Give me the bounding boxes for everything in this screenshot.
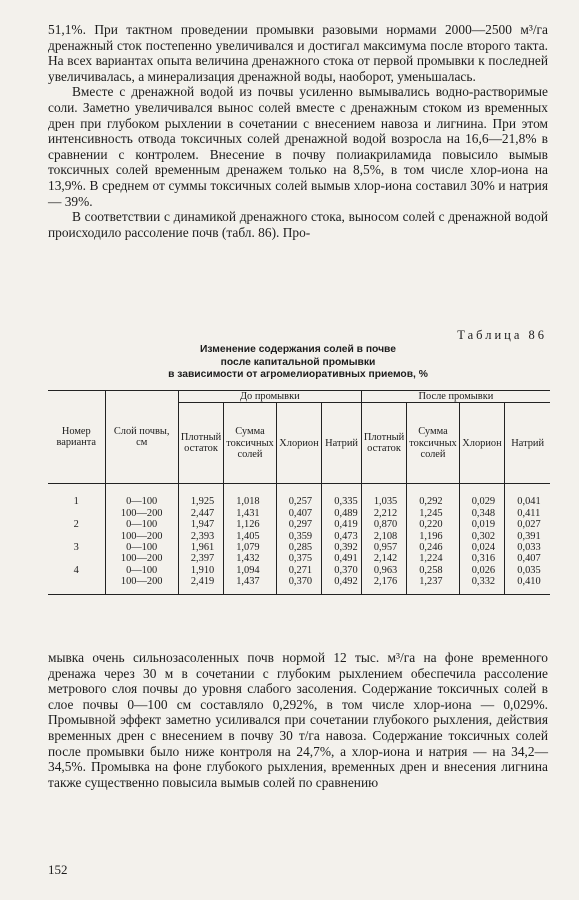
cell-value: 0,026: [459, 565, 505, 576]
cell-variant: [48, 531, 105, 542]
cell-value: 0,302: [459, 531, 505, 542]
cell-value: 1,405: [224, 531, 277, 542]
cell-value: 0,391: [517, 530, 541, 542]
cell-value: 0,473: [322, 531, 362, 542]
cell-value: 1,126: [224, 519, 277, 530]
cell-value: 0,411: [517, 507, 541, 519]
table-row: [48, 508, 550, 519]
cell-layer: 100—200: [105, 531, 178, 542]
header-sodium: Натрий: [322, 403, 362, 484]
paragraph: мывка очень сильнозасоленных почв нормой 12 тыс. м³/га на фоне временного дренажа через 30 м в сочетании с глубоким рыхлением обеспечила рассоление метрового слоя почвы до уровня слабого засоления. Содержание токсичных солей в слое почвы 0—100 см составляло 0,292%, в том числе хлор-иона — 0,029%. Промывной эффект заметно усиливался при сочетании глубокого рыхления, действия временных дрен с внесением в почву 30 т/га навоза. Содержание токсичных солей после промывки было ниже контроля на 24,7%, а хлор-иона и натрия — на 34,2—34,5%. Промывка на фоне глубокого рыхления, временных дрен и внесения лигнина также существенно повысила вымыв солей по сравнению: [48, 650, 548, 790]
header-dense-residue: Плотный остаток: [178, 403, 223, 484]
page-number: 152: [48, 862, 68, 877]
table-label: Таблица 86: [457, 328, 547, 342]
cell-value: 1,947: [178, 519, 223, 530]
cell-value: 0,035: [517, 564, 541, 576]
cell-value: 1,094: [224, 565, 277, 576]
cell-value: 2,447: [178, 508, 223, 519]
cell-value: 0,370: [276, 576, 322, 594]
header-variant: Номер варианта: [48, 391, 105, 484]
cell-variant: 2: [48, 519, 105, 530]
header-dense-residue: Плотный остаток: [361, 403, 406, 484]
cell-value: 0,257: [276, 496, 322, 507]
cell-value: 0,348: [459, 508, 505, 519]
cell-value: 0,407: [276, 508, 322, 519]
cell-value: 1,079: [224, 542, 277, 553]
header-chlorine: Хлорион: [459, 403, 505, 484]
cell-value: 1,431: [224, 508, 277, 519]
header-toxic-sum: Сумма токсичных солей: [407, 403, 460, 484]
cell-value: 0,370: [322, 565, 362, 576]
cell-variant: 1: [48, 496, 105, 507]
cell-value: 1,437: [224, 576, 277, 594]
cell-value: 1,245: [407, 508, 460, 519]
table-row: [48, 542, 550, 553]
cell-value: 0,489: [322, 508, 362, 519]
cell-value: 2,393: [178, 531, 223, 542]
cell-variant: [48, 576, 105, 594]
cell-value: 0,957: [361, 542, 406, 553]
cell-value: 0,019: [459, 519, 505, 530]
cell-variant: 3: [48, 542, 105, 553]
cell-value: 2,212: [361, 508, 406, 519]
cell-value: 0,220: [407, 519, 460, 530]
cell-value: 1,035: [361, 496, 406, 507]
cell-value: 0,271: [276, 565, 322, 576]
header-before: До промывки: [178, 391, 361, 403]
cell-value: 1,432: [224, 553, 277, 564]
cell-value: 2,397: [178, 553, 223, 564]
header-after: После промывки: [418, 391, 494, 402]
cell-value: 1,196: [407, 531, 460, 542]
cell-value: 1,925: [178, 496, 223, 507]
cell-value: 0,492: [322, 576, 362, 594]
table-title-line: Изменение содержания солей в почве: [200, 344, 396, 355]
paragraph: 51,1%. При тактном проведении промывки разовыми нормами 2000—2500 м³/га дренажный сток постепенно увеличивался и достигал максимума после второго такта. На всех вариантах опыта величина дренажного стока от первой промывки к последней увеличивалась, а минерализация дренажной воды, наоборот, уменьшалась.: [48, 22, 548, 84]
cell-layer: 0—100: [105, 542, 178, 553]
cell-value: 2,142: [361, 553, 406, 564]
cell-value: 0,407: [517, 553, 541, 565]
cell-variant: 4: [48, 565, 105, 576]
cell-layer: 0—100: [105, 565, 178, 576]
table-title: [48, 344, 548, 382]
cell-value: 0,024: [459, 542, 505, 553]
table-row: [48, 519, 550, 530]
cell-value: 0,359: [276, 531, 322, 542]
cell-value: 1,018: [224, 496, 277, 507]
cell-value: 0,297: [276, 519, 322, 530]
table-row: [48, 496, 550, 507]
cell-value: 0,258: [407, 565, 460, 576]
cell-value: 0,491: [322, 553, 362, 564]
salt-content-table: [48, 390, 550, 595]
cell-value: 0,410: [505, 576, 550, 594]
cell-value: 0,392: [322, 542, 362, 553]
cell-layer: 100—200: [105, 508, 178, 519]
paragraph: Вместе с дренажной водой из почвы усиленно вымывались водно-растворимые соли. Заметно увеличивался вынос солей вместе с дренажным стоком из временных дрен при глубоком рыхлении в сочетании с внесением навоза и лигнина. При этом интенсивность отвода токсичных солей дренажной водой возросла на 16,6—21,8% в сравнении с контролем. Внесение в почву полиакриламида повысило вымыв токсичных солей временным дренажем только на 8,5%, в том числе хлор-иона на 13,9%. В среднем от суммы токсичных солей вымыв хлор-иона составил 30% и натрия — 39%.: [48, 84, 548, 209]
paragraph: В соответствии с динамикой дренажного стока, выносом солей с дренажной водой происходило рассоление почв (табл. 86). Про-: [48, 209, 548, 240]
table-row: [48, 531, 550, 542]
cell-value: 1,237: [407, 576, 460, 594]
top-text-block: [48, 22, 548, 240]
cell-value: 0,246: [407, 542, 460, 553]
cell-value: 1,961: [178, 542, 223, 553]
cell-layer: 0—100: [105, 496, 178, 507]
cell-value: 2,419: [178, 576, 223, 594]
table-title-line: после капитальной промывки: [220, 356, 376, 368]
cell-layer: 0—100: [105, 519, 178, 530]
cell-value: 2,176: [361, 576, 406, 594]
cell-value: 1,910: [178, 565, 223, 576]
bottom-text-block: [48, 650, 548, 790]
header-sodium: Натрий: [505, 403, 550, 484]
table-row: [48, 576, 550, 594]
cell-value: 0,963: [361, 565, 406, 576]
cell-value: 0,029: [459, 496, 505, 507]
cell-value: 0,027: [517, 519, 541, 531]
cell-value: 0,870: [361, 519, 406, 530]
table-row: [48, 565, 550, 576]
table-title-line: в зависимости от агромелиоративных приемов, %: [168, 369, 428, 380]
header-toxic-sum: Сумма токсичных солей: [224, 403, 277, 484]
header-layer: Слой почвы, см: [105, 391, 178, 484]
cell-value: 0,316: [459, 553, 505, 564]
cell-value: 0,033: [517, 542, 541, 554]
cell-value: 0,292: [407, 496, 460, 507]
cell-variant: [48, 508, 105, 519]
table-row: [48, 553, 550, 564]
cell-variant: [48, 553, 105, 564]
cell-layer: 100—200: [105, 576, 178, 594]
header-chlorine: Хлорион: [276, 403, 322, 484]
cell-value: 0,419: [322, 519, 362, 530]
cell-value: 0,285: [276, 542, 322, 553]
cell-value: 2,108: [361, 531, 406, 542]
cell-value: 0,335: [322, 496, 362, 507]
cell-value: 0,041: [517, 496, 541, 508]
cell-value: 1,224: [407, 553, 460, 564]
cell-layer: 100—200: [105, 553, 178, 564]
cell-value: 0,375: [276, 553, 322, 564]
cell-value: 0,332: [459, 576, 505, 594]
